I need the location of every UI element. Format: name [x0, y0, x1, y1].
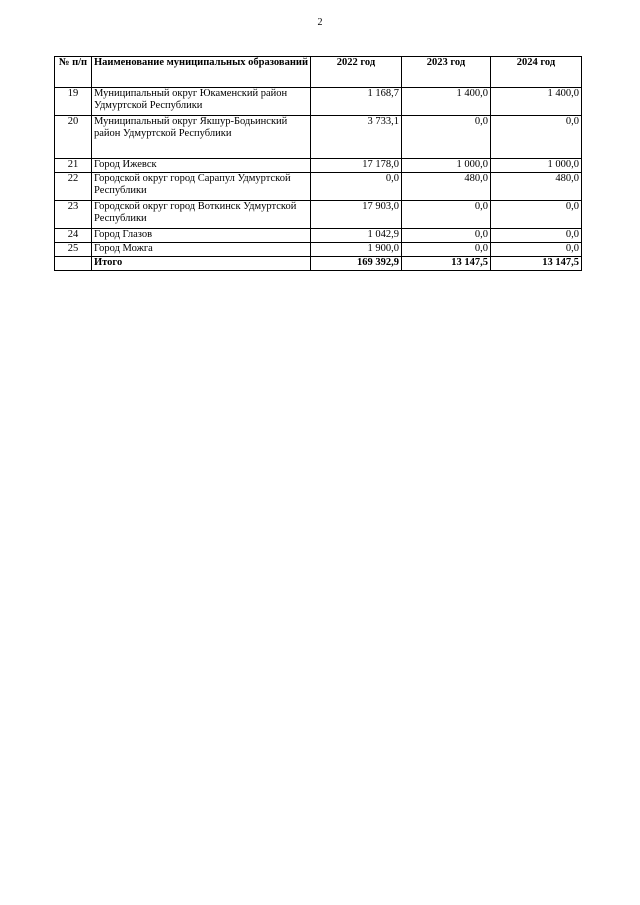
value-2024: 0,0 [491, 229, 582, 243]
value-2023: 480,0 [402, 173, 491, 201]
value-2022: 17 903,0 [311, 201, 402, 229]
value-2024: 0,0 [491, 116, 582, 159]
value-2022: 1 042,9 [311, 229, 402, 243]
municipality-name: Город Можга [92, 243, 311, 257]
value-2023: 1 000,0 [402, 159, 491, 173]
total-label: Итого [92, 257, 311, 271]
column-header-number: № п/п [55, 57, 92, 88]
value-2022: 1 900,0 [311, 243, 402, 257]
table-row [55, 243, 582, 257]
value-2023: 0,0 [402, 229, 491, 243]
row-number: 24 [55, 229, 92, 243]
value-2023: 0,0 [402, 201, 491, 229]
subsidy-table [54, 56, 582, 271]
table-row [55, 229, 582, 243]
total-2022: 169 392,9 [311, 257, 402, 271]
column-header-2024: 2024 год [491, 57, 582, 88]
total-number-cell [55, 257, 92, 271]
value-2022: 17 178,0 [311, 159, 402, 173]
value-2024: 0,0 [491, 201, 582, 229]
total-2023: 13 147,5 [402, 257, 491, 271]
value-2023: 1 400,0 [402, 88, 491, 116]
value-2024: 480,0 [491, 173, 582, 201]
municipality-name: Город Глазов [92, 229, 311, 243]
table-row [55, 88, 582, 116]
table-header-row [55, 57, 582, 88]
row-number: 23 [55, 201, 92, 229]
table-row [55, 116, 582, 159]
row-number: 21 [55, 159, 92, 173]
municipality-name: Городской округ город Сарапул Удмуртской Республики [92, 173, 311, 201]
value-2022: 0,0 [311, 173, 402, 201]
value-2022: 1 168,7 [311, 88, 402, 116]
row-number: 25 [55, 243, 92, 257]
page-number: 2 [317, 17, 323, 28]
table-row [55, 201, 582, 229]
municipality-name: Город Ижевск [92, 159, 311, 173]
value-2023: 0,0 [402, 243, 491, 257]
table-total-row [55, 257, 582, 271]
value-2022: 3 733,1 [311, 116, 402, 159]
municipality-name: Городской округ город Воткинск Удмуртской Республики [92, 201, 311, 229]
value-2024: 1 000,0 [491, 159, 582, 173]
column-header-2023: 2023 год [402, 57, 491, 88]
column-header-name: Наименование муниципальных образований [92, 57, 311, 88]
column-header-2022: 2022 год [311, 57, 402, 88]
table-row [55, 173, 582, 201]
municipality-name: Муниципальный округ Юкаменский район Удмуртской Республики [92, 88, 311, 116]
row-number: 20 [55, 116, 92, 159]
total-2024: 13 147,5 [491, 257, 582, 271]
value-2024: 1 400,0 [491, 88, 582, 116]
table-row [55, 159, 582, 173]
value-2023: 0,0 [402, 116, 491, 159]
value-2024: 0,0 [491, 243, 582, 257]
row-number: 22 [55, 173, 92, 201]
row-number: 19 [55, 88, 92, 116]
municipality-name: Муниципальный округ Якшур-Бодьинский район Удмуртской Республики [92, 116, 311, 159]
